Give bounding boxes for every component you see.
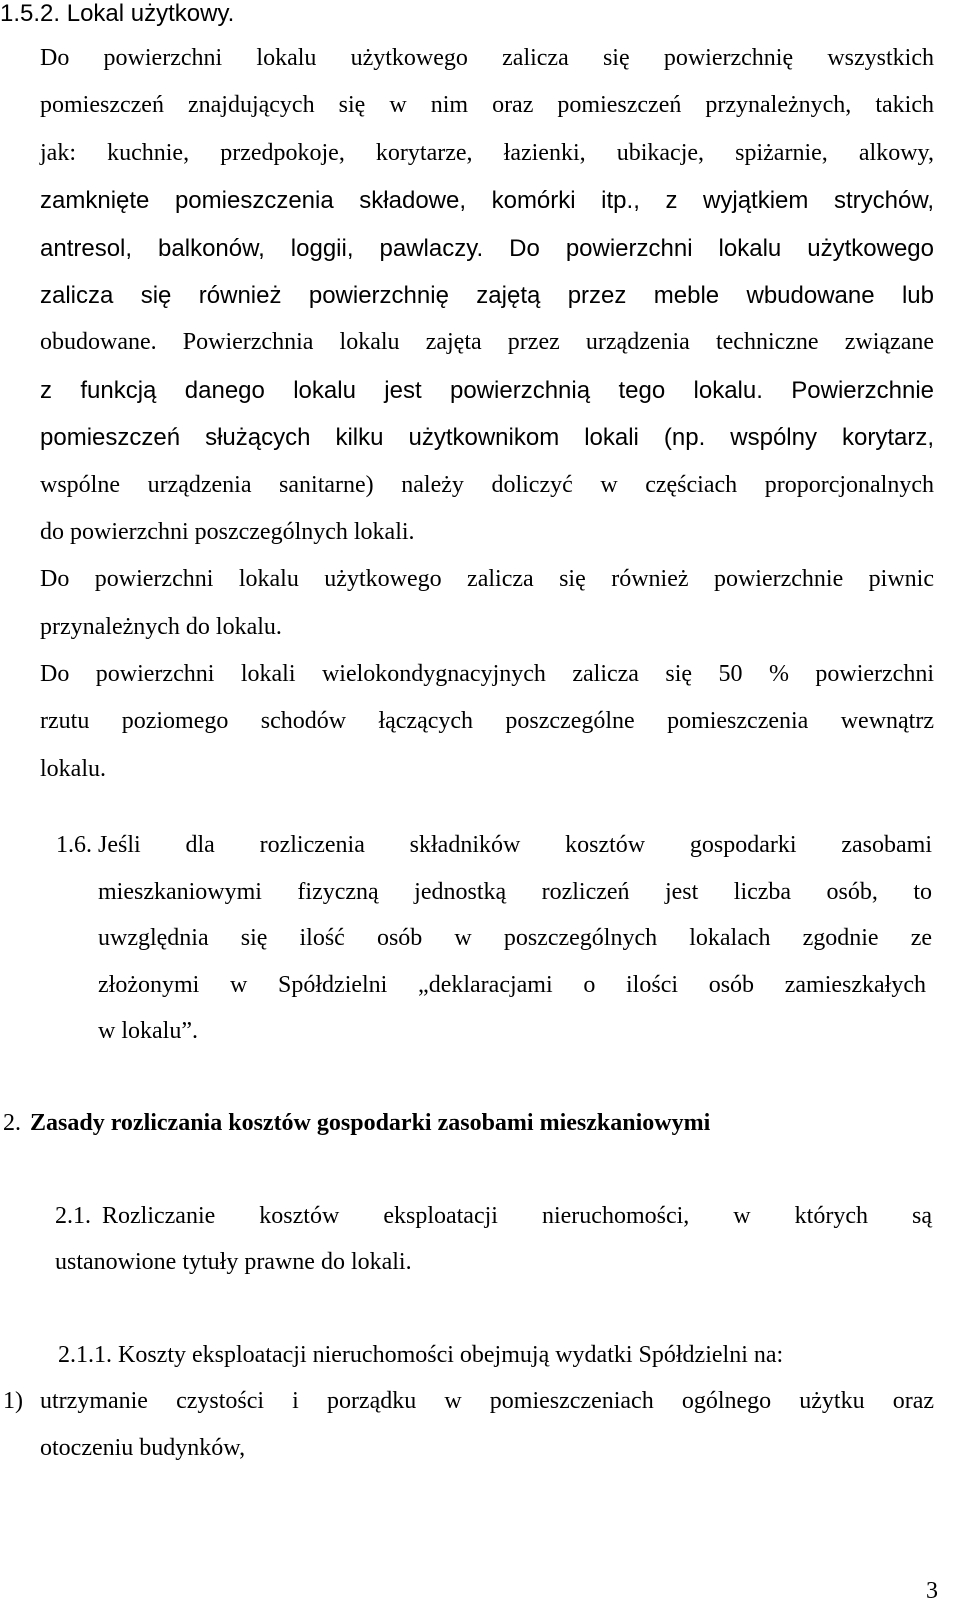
text-line: Do powierzchni lokalu użytkowego zalicza się powierzchnię wszystkich bbox=[40, 45, 934, 71]
text-line: pomieszczeń służących kilku użytkownikom lokali (np. wspólny korytarz, bbox=[40, 424, 934, 452]
section-1-6-line: w lokalu”. bbox=[98, 1018, 198, 1044]
text-line: lokalu. bbox=[40, 755, 106, 782]
text-line: z funkcją danego lokalu jest powierzchnią tego lokalu. Powierzchnie bbox=[40, 376, 934, 404]
section-2-1-line: Rozliczanie kosztów eksploatacji nieruchomości, w których są bbox=[102, 1203, 932, 1229]
section-heading-1-5-2: 1.5.2. Lokal użytkowy. bbox=[0, 0, 235, 27]
text-line: przynależnych do lokalu. bbox=[40, 613, 282, 640]
text-line: zamknięte pomieszczenia składowe, komórki itp., z wyjątkiem strychów, bbox=[40, 187, 934, 215]
section-number-2: 2. bbox=[3, 1110, 21, 1136]
list-item-line: otoczeniu budynków, bbox=[40, 1435, 246, 1461]
section-1-6-line: złożonymi w Spółdzielni „deklaracjami o ilości osób zamieszkałych bbox=[98, 972, 926, 998]
text-line: pomieszczeń znajdujących się w nim oraz pomieszczeń przynależnych, takich bbox=[40, 92, 934, 119]
section-number-2-1: 2.1. bbox=[55, 1203, 91, 1229]
text-line: Do powierzchni lokali wielokondygnacyjnych zalicza się 50 % powierzchni bbox=[40, 661, 934, 688]
list-item-number: 1) bbox=[3, 1388, 23, 1414]
section-1-6-line: mieszkaniowymi fizyczną jednostką rozliczeń jest liczba osób, to bbox=[98, 879, 932, 905]
section-1-6-line: uwzględnia się ilość osób w poszczególnych lokalach zgodnie ze bbox=[98, 925, 932, 951]
section-number-1-6: 1.6. bbox=[56, 832, 92, 858]
text-line: zalicza się również powierzchnię zajętą przez meble wbudowane lub bbox=[40, 281, 934, 309]
list-item-line: utrzymanie czystości i porządku w pomieszczeniach ogólnego użytku oraz bbox=[40, 1388, 934, 1414]
text-line: obudowane. Powierzchnia lokalu zajęta przez urządzenia techniczne związane bbox=[40, 329, 934, 356]
section-1-5-2-body bbox=[40, 35, 934, 793]
section-2-1-line: ustanowione tytuły prawne do lokali. bbox=[55, 1249, 412, 1275]
text-line: jak: kuchnie, przedpokoje, korytarze, łazienki, ubikacje, spiżarnie, alkowy, bbox=[40, 139, 934, 166]
text-line: Do powierzchni lokalu użytkowego zalicza się również powierzchnie piwnic bbox=[40, 566, 934, 593]
text-line: antresol, balkonów, loggii, pawlaczy. Do powierzchni lokalu użytkowego bbox=[40, 234, 934, 262]
text-line: do powierzchni poszczególnych lokali. bbox=[40, 518, 415, 545]
section-2-1-1-text: 2.1.1. Koszty eksploatacji nieruchomości obejmują wydatki Spółdzielni na: bbox=[58, 1342, 784, 1368]
page-number: 3 bbox=[926, 1578, 938, 1604]
text-line: rzutu poziomego schodów łączących poszczególne pomieszczenia wewnątrz bbox=[40, 708, 934, 735]
section-2-title: Zasady rozliczania kosztów gospodarki zasobami mieszkaniowymi bbox=[30, 1110, 711, 1136]
text-line: wspólne urządzenia sanitarne) należy doliczyć w częściach proporcjonalnych bbox=[40, 471, 934, 498]
section-1-6-line: Jeśli dla rozliczenia składników kosztów gospodarki zasobami bbox=[98, 832, 932, 858]
